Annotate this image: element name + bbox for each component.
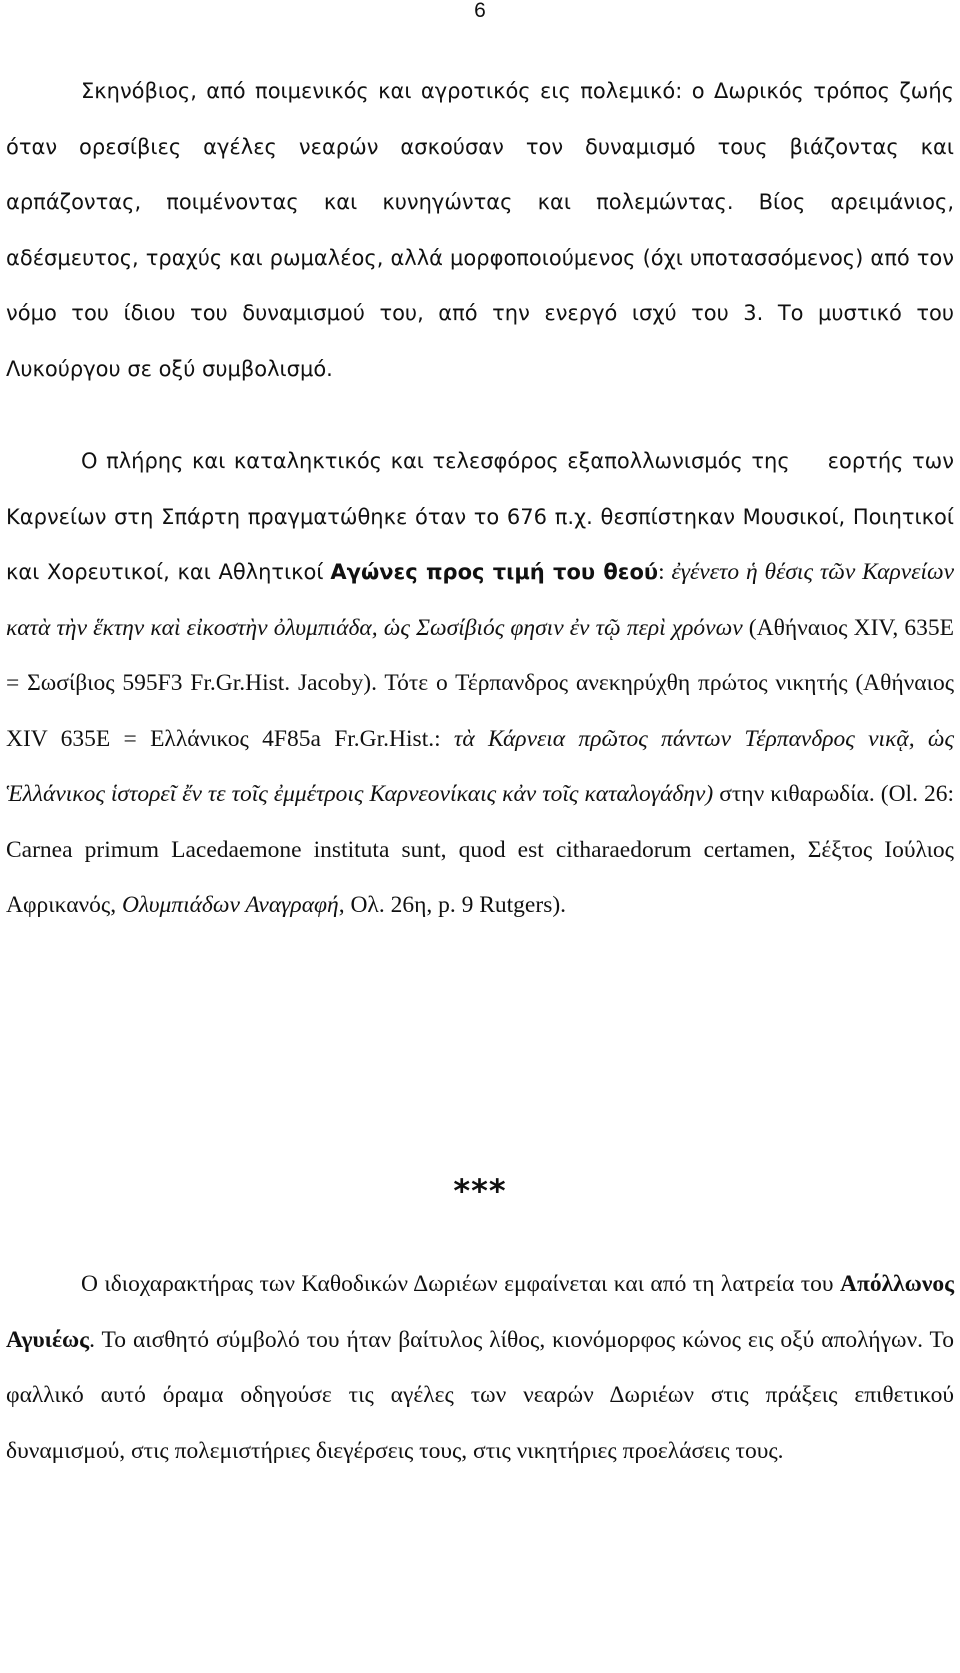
paragraph-2 [6,434,954,934]
p3-intro: Ο ιδιοχαρακτήρας των Καθοδικών Δωριέων εμφαίνεται και από τη λατρεία του [81,1271,840,1297]
p2-greek-quote-2: τὰ Κάρνεια πρῶτος πάντων Τέρπανδρος νικᾷ, ὡς Ἑλλάνικος ἱστορεῖ ἔν τε τοῖς ἐμμέτροις Καρνεονίκαις κἀν τοῖς καταλογάδην) [6,725,954,807]
p2-sentence-cont: εορτής των Καρνείων στη Σπάρτη πραγματώθηκε όταν το 676 π.χ. θεσπίστηκαν Μουσικοί, Ποιητικοί και Χορευτικοί, και Αθλητικοί [6,449,954,584]
p2-citation-2: στην κιθαρωδία. (Ol. 26: Carnea primum Lacedaemone instituta sunt, quod est citharaedorum certamen, Σέξτος Ιούλιος Αφρικανός, [6,781,954,918]
p2-work-title: Ολυμπιάδων Αναγραφή [121,892,339,918]
page-number: 6 [474,0,486,22]
p2-citation-1: (Αθήναιος XIV, 635E = Σωσίβιος 595F3 Fr.Gr.Hist. Jacoby). Τότε ο Τέρπανδρος ανεκηρύχθη πρώτος νικητής (Αθήναιος XIV 635E = Ελλάνικος 4F85a Fr.Gr.Hist.: [6,614,954,752]
section-separator: *** [453,1172,507,1210]
paragraph-3 [6,1257,954,1479]
p3-rest: . Το αισθητό σύμβολό του ήταν βαίτυλος λίθος, κιονόμορφος κώνος εις οξύ απολήγων. Το φαλλικό αυτό όραμα οδηγούσε τις αγέλες των νεαρών Δωριέων στις πράξεις επιθετικού δυναμισμού, στις πολεμιστήριες διεγέρσεις τους, στις νικητήριες προελάσεις τους. [6,1326,954,1464]
p2-sentence-start: Ο πλήρης και καταληκτικός και τελεσφόρος εξαπολλωνισμός της [81,449,790,473]
p2-colon: : [658,559,672,585]
p2-bold-phrase: Αγώνες προς τιμή του θεού [330,560,659,584]
p2-citation-end: , Ολ. 26η, p. 9 Rutgers). [338,892,567,918]
p3-bold-name: Απόλλωνος Αγυιέως [6,1271,954,1353]
p2-greek-quote-1: ἐγένετο ἡ θέσις τῶν Καρνείων κατὰ τὴν ἕκτην καὶ εἰκοστὴν ὀλυμπιάδα, ὡς Σωσίβιός φησιν ἐν τῷ περὶ χρόνων [6,559,955,641]
paragraph-1: Σκηνόβιος, από ποιμενικός και αγροτικός εις πολεμικό: ο Δωρικός τρόπος ζωής όταν ορεσίβιες αγέλες νεαρών ασκούσαν τον δυναμισμό τους βιάζοντας και αρπάζοντας, ποιμένοντας και κυνηγώντας και πολεμώντας. Βίος αρειμάνιος, αδέσμευτος, τραχύς και ρωμαλέος, αλλά μορφοποιούμενος (όχι υποτασσόμενος) από τον νόμο του ίδιου του δυναμισμού του, από την ενεργό ισχύ του 3. Το μυστικό του Λυκούργου σε οξύ συμβολισμό. [6,79,954,381]
